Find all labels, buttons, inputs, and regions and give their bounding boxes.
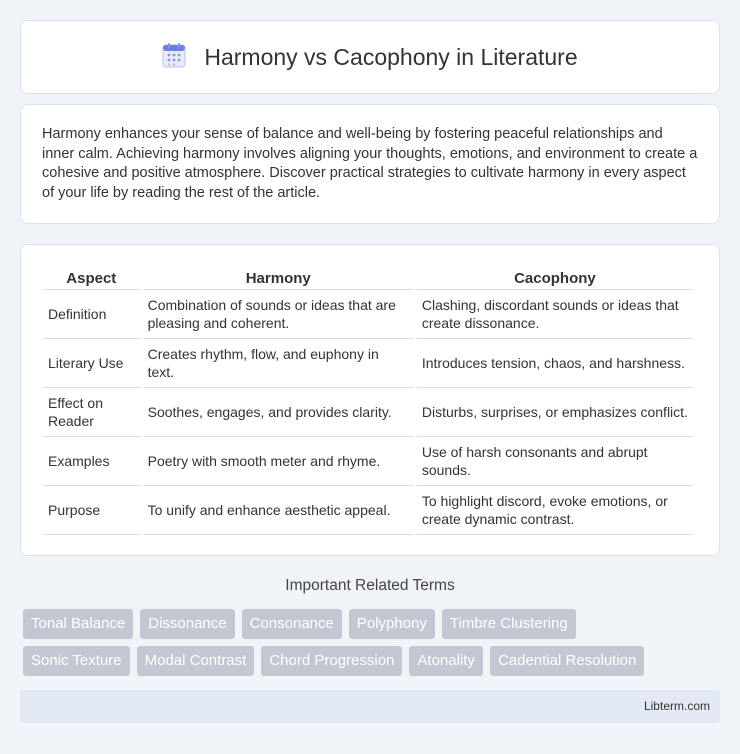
header xyxy=(162,42,577,73)
related-terms-title: Important Related Terms xyxy=(285,577,455,594)
table-row xyxy=(43,437,693,486)
page-title: Harmony vs Cacophony in Literature xyxy=(204,43,578,70)
tag-timbre-clustering[interactable]: Timbre Clustering xyxy=(442,609,576,639)
cell-harmony: Soothes, engages, and provides clarity. xyxy=(143,388,414,437)
cell-aspect: Purpose xyxy=(43,486,140,535)
tag-modal-contrast[interactable]: Modal Contrast xyxy=(137,646,255,676)
calendar-icon xyxy=(162,42,186,73)
tag-dissonance[interactable]: Dissonance xyxy=(140,609,234,639)
header-card xyxy=(20,20,720,94)
tag-chord-progression[interactable]: Chord Progression xyxy=(261,646,402,676)
header-cacophony: Cacophony xyxy=(417,265,693,290)
cell-harmony: Creates rhythm, flow, and euphony in text. xyxy=(143,339,414,388)
cell-aspect: Effect on Reader xyxy=(43,388,140,437)
tag-row xyxy=(23,609,723,639)
table-row xyxy=(43,486,693,535)
cell-harmony: Poetry with smooth meter and rhyme. xyxy=(143,437,414,486)
comparison-table xyxy=(40,265,696,535)
tag-row xyxy=(23,646,723,676)
cell-cacophony: Introduces tension, chaos, and harshness. xyxy=(417,339,693,388)
cell-cacophony: Disturbs, surprises, or emphasizes conflict. xyxy=(417,388,693,437)
cell-cacophony: Use of harsh consonants and abrupt sounds. xyxy=(417,437,693,486)
intro-card xyxy=(20,104,720,224)
table-row xyxy=(43,339,693,388)
cell-harmony: Combination of sounds or ideas that are pleasing and coherent. xyxy=(143,290,414,339)
comparison-card xyxy=(20,244,720,556)
cell-aspect: Examples xyxy=(43,437,140,486)
table-header-row xyxy=(43,265,693,290)
table-row xyxy=(43,290,693,339)
cell-aspect: Definition xyxy=(43,290,140,339)
tag-sonic-texture[interactable]: Sonic Texture xyxy=(23,646,130,676)
intro-paragraph: Harmony enhances your sense of balance and well-being by fostering peaceful relationships and inner calm. Achieving harmony involves aligning your thoughts, emotions, and environment to create a cohesive and positive atmosphere. Discover practical strategies to cultivate harmony in every aspect of your life by reading the rest of the article. xyxy=(42,126,698,201)
tag-cadential-resolution[interactable]: Cadential Resolution xyxy=(490,646,644,676)
cell-cacophony: Clashing, discordant sounds or ideas that create dissonance. xyxy=(417,290,693,339)
cell-harmony: To unify and enhance aesthetic appeal. xyxy=(143,486,414,535)
tag-polyphony[interactable]: Polyphony xyxy=(349,609,435,639)
header-aspect: Aspect xyxy=(43,265,140,290)
footer-site-link[interactable]: Libterm.com xyxy=(643,699,710,713)
cell-cacophony: To highlight discord, evoke emotions, or create dynamic contrast. xyxy=(417,486,693,535)
header-harmony: Harmony xyxy=(143,265,414,290)
table-row xyxy=(43,388,693,437)
cell-aspect: Literary Use xyxy=(43,339,140,388)
tag-consonance[interactable]: Consonance xyxy=(242,609,342,639)
footer xyxy=(20,690,720,723)
tag-atonality[interactable]: Atonality xyxy=(409,646,483,676)
related-terms-list xyxy=(23,609,723,683)
tag-tonal-balance[interactable]: Tonal Balance xyxy=(23,609,133,639)
